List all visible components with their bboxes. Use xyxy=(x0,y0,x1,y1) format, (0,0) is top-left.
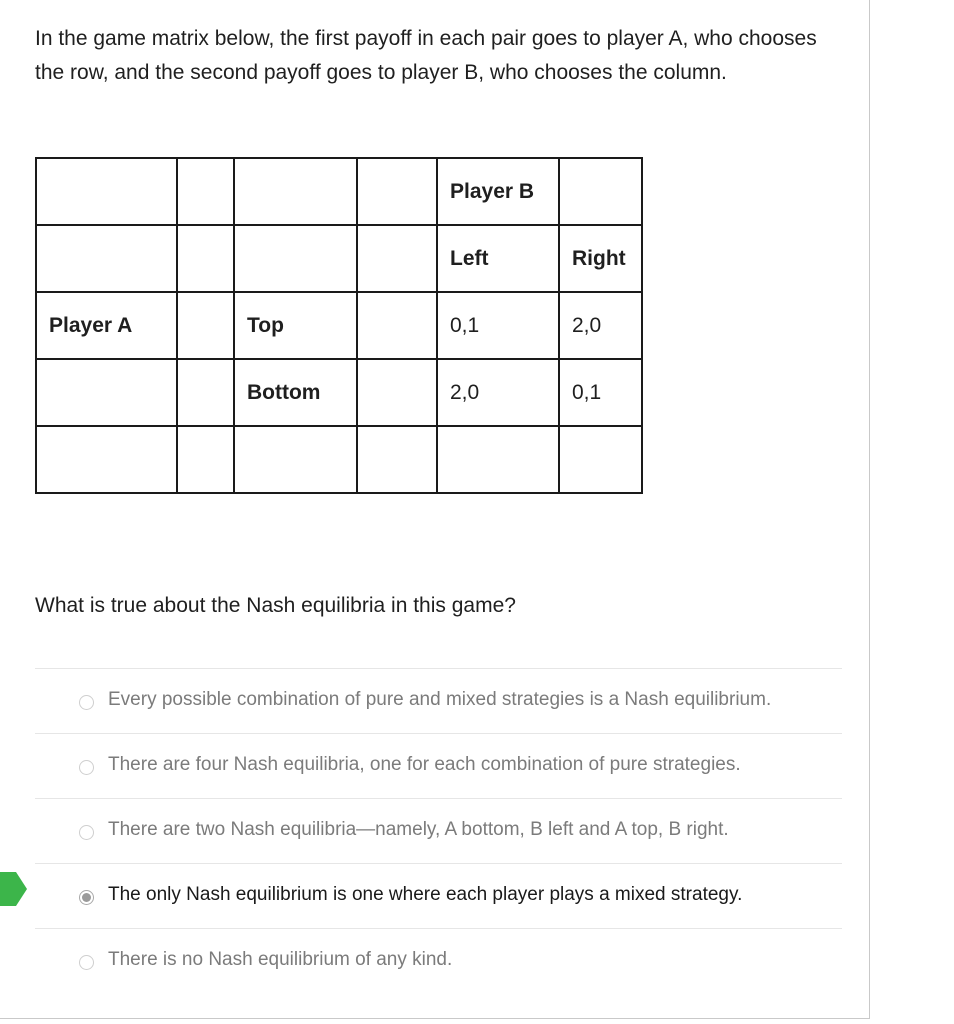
radio-button[interactable] xyxy=(79,695,94,710)
matrix-row xyxy=(36,292,642,359)
matrix-row xyxy=(36,426,642,493)
player-b-header: Player B xyxy=(437,158,559,225)
answer-option-label[interactable]: Every possible combination of pure and mixed strategies is a Nash equilibrium. xyxy=(108,689,772,710)
matrix-cell xyxy=(357,292,437,359)
player-a-header: Player A xyxy=(36,292,177,359)
matrix-cell xyxy=(36,426,177,493)
answer-option-label[interactable]: There are four Nash equilibria, one for each combination of pure strategies. xyxy=(108,754,741,775)
payoff-cell: 0,1 xyxy=(437,292,559,359)
payoff-cell: 0,1 xyxy=(559,359,642,426)
matrix-cell xyxy=(177,292,234,359)
matrix-row xyxy=(36,158,642,225)
answer-option-label[interactable]: The only Nash equilibrium is one where each player plays a mixed strategy. xyxy=(108,884,743,905)
answer-option[interactable] xyxy=(35,928,842,993)
matrix-cell xyxy=(234,426,357,493)
column-left-header: Left xyxy=(437,225,559,292)
question-prompt: What is true about the Nash equilibria in this game? xyxy=(35,594,516,617)
matrix-cell xyxy=(357,225,437,292)
answer-option[interactable] xyxy=(35,798,842,863)
row-top-header: Top xyxy=(234,292,357,359)
matrix-cell xyxy=(559,426,642,493)
matrix-cell xyxy=(36,225,177,292)
matrix-cell xyxy=(437,426,559,493)
matrix-cell xyxy=(357,359,437,426)
column-right-header: Right xyxy=(559,225,642,292)
matrix-cell xyxy=(177,225,234,292)
answer-option-label[interactable]: There is no Nash equilibrium of any kind. xyxy=(108,949,453,970)
selected-answer-marker-icon xyxy=(0,870,28,908)
radio-button[interactable] xyxy=(79,760,94,775)
matrix-cell xyxy=(177,426,234,493)
matrix-cell xyxy=(234,225,357,292)
row-bottom-header: Bottom xyxy=(234,359,357,426)
answer-option[interactable] xyxy=(35,668,842,733)
payoff-cell: 2,0 xyxy=(437,359,559,426)
answer-option[interactable] xyxy=(35,733,842,798)
matrix-cell xyxy=(357,426,437,493)
matrix-cell xyxy=(177,158,234,225)
matrix-row xyxy=(36,359,642,426)
game-matrix xyxy=(35,157,643,494)
radio-button[interactable] xyxy=(79,955,94,970)
matrix-cell xyxy=(36,158,177,225)
radio-button[interactable] xyxy=(79,890,94,905)
question-intro: In the game matrix below, the first payoff in each pair goes to player A, who chooses the row, and the second payoff goes to player B, who chooses the column. xyxy=(35,27,817,84)
matrix-cell xyxy=(36,359,177,426)
matrix-cell xyxy=(234,158,357,225)
answer-option-label[interactable]: There are two Nash equilibria—namely, A bottom, B left and A top, B right. xyxy=(108,819,729,840)
answer-option[interactable] xyxy=(35,863,842,928)
matrix-cell xyxy=(177,359,234,426)
radio-button[interactable] xyxy=(79,825,94,840)
matrix-cell xyxy=(357,158,437,225)
matrix-row xyxy=(36,225,642,292)
payoff-cell: 2,0 xyxy=(559,292,642,359)
answer-options xyxy=(35,668,842,993)
matrix-cell xyxy=(559,158,642,225)
